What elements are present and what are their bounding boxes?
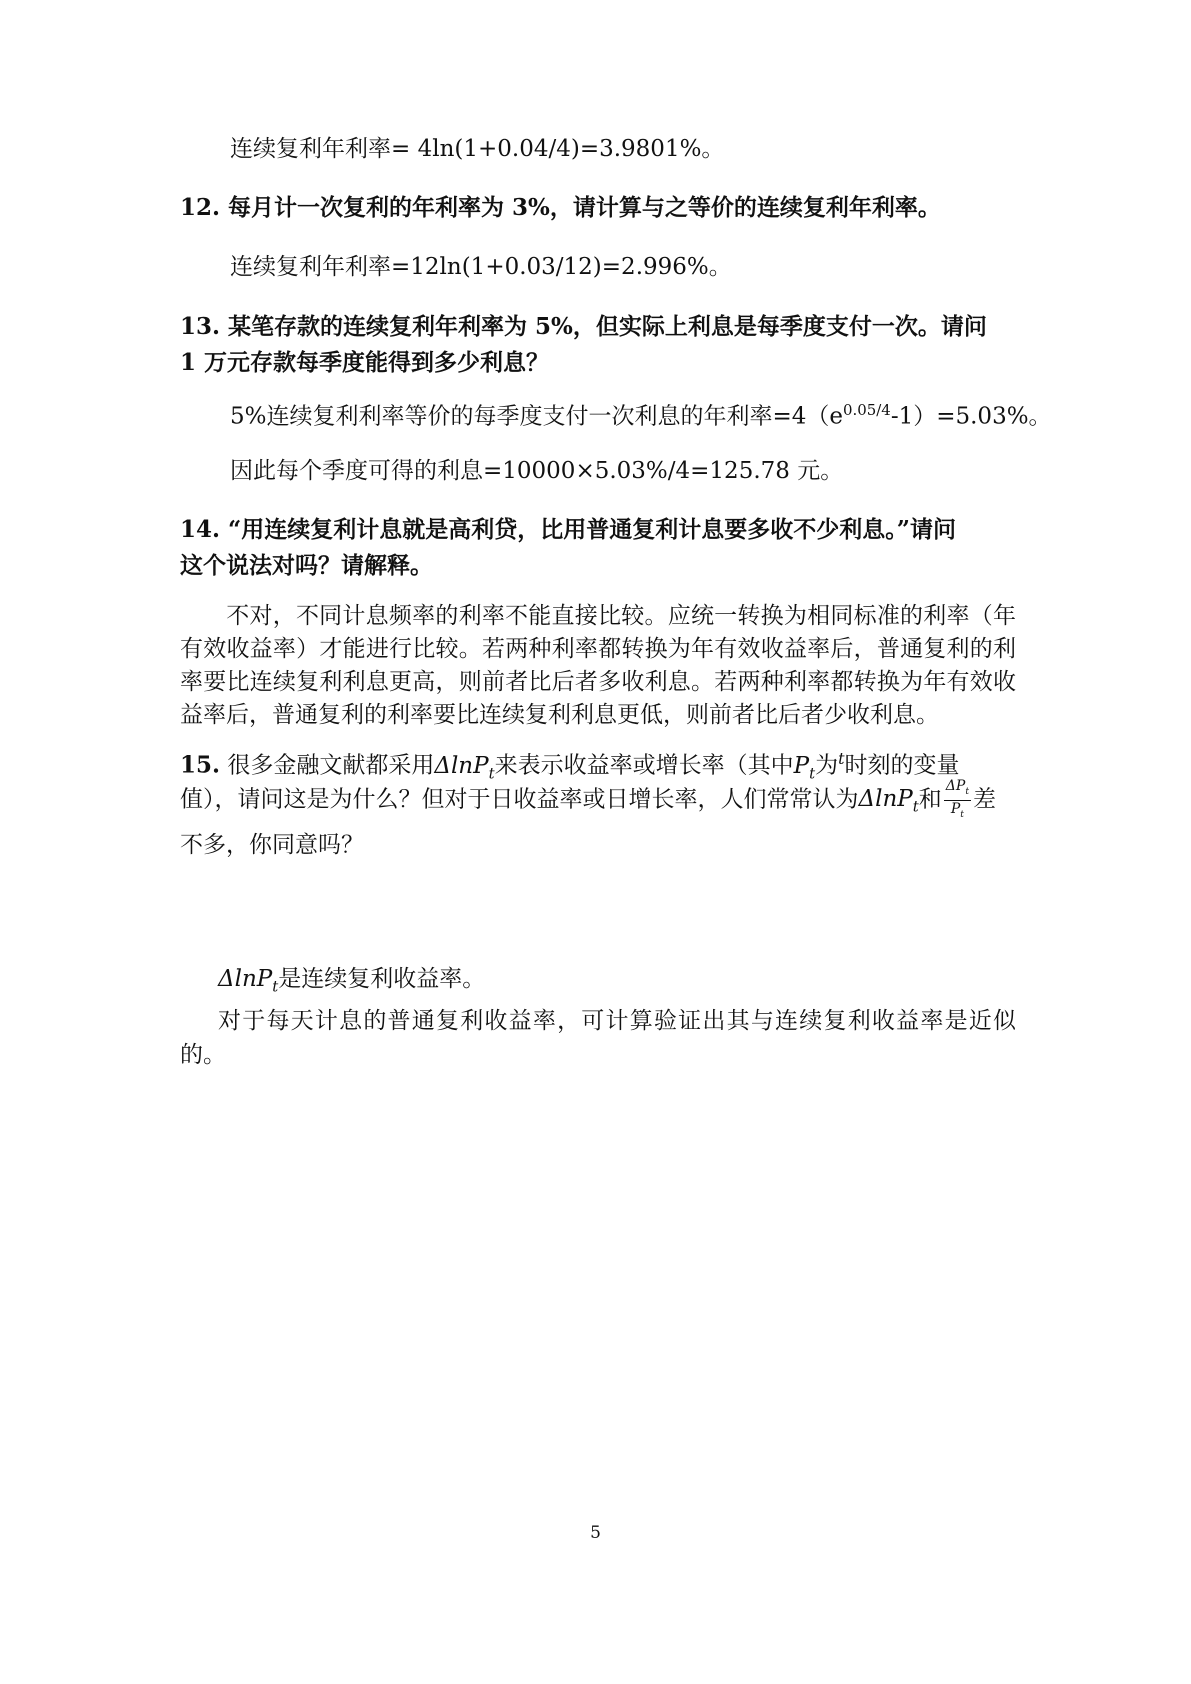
formula-delta-ln: ΔlnP xyxy=(434,752,489,779)
formula-p-t xyxy=(793,752,816,783)
formula-sub-t-3: t xyxy=(272,977,279,996)
question-13-line1: 13. 某笔存款的连续复利年利率为 5%，但实际上利息是每季度支付一次。请问 xyxy=(180,313,987,340)
fraction-den-text: P xyxy=(950,800,961,817)
formula-delta-ln-p-3 xyxy=(218,966,279,996)
q15-text-c: 为 xyxy=(815,752,839,779)
formula-fraction xyxy=(944,778,971,823)
page-number: 5 xyxy=(590,1523,601,1543)
question-15-line3: 不多，你同意吗？ xyxy=(180,832,364,858)
q15-text-g: 差 xyxy=(972,786,996,813)
formula-sub-t-2: t xyxy=(912,797,919,816)
formula-t: t xyxy=(838,749,845,768)
question-12-title: 12. 每月计一次复利的年利率为 3%，请计算与之等价的连续复利年利率。 xyxy=(180,194,941,221)
q15-text-d: 时刻的变量 xyxy=(844,752,960,779)
question-15 xyxy=(180,742,1016,864)
fraction-num-text: ΔP xyxy=(945,778,966,794)
answer-15 xyxy=(180,962,1016,1072)
fraction-denominator xyxy=(944,801,971,823)
answer-15-text1: 是连续复利收益率。 xyxy=(278,966,486,992)
formula-p-sub-t: t xyxy=(809,764,816,783)
answer-14-text: 不对，不同计息频率的利率不能直接比较。应统一转换为相同标准的利率（年有效收益率）才能进行比较。若两种利率都转换为年有效收益率后，普通复利的利率要比连续复利利息更高，则前者比后者多收利息。若两种利率都转换为年有效收益率后，普通复利的利率要比连续复利利息更低，则前者比后者少收利息。 xyxy=(180,603,1016,728)
formula-delta-ln-3: ΔlnP xyxy=(218,966,273,992)
answer-15-line1 xyxy=(180,962,1016,1004)
question-15-line1 xyxy=(180,742,1016,783)
question-14-title xyxy=(180,512,1020,584)
answer-12: 连续复利年利率=12ln(1+0.03/12)=2.996%。 xyxy=(230,254,732,280)
fraction-den-sub: t xyxy=(960,809,964,820)
answer-13-rate xyxy=(230,403,1052,429)
question-14-line2: 这个说法对吗？请解释。 xyxy=(180,552,433,579)
answer-13-interest: 因此每个季度可得的利息=10000×5.03%/4=125.78 元。 xyxy=(230,458,844,484)
question-14-line1: 14. “用连续复利计息就是高利贷，比用普通复利计息要多收不少利息。”请问 xyxy=(180,516,956,543)
formula-sub-t: t xyxy=(488,764,495,783)
answer-14 xyxy=(180,600,1016,732)
formula-delta-ln-p xyxy=(434,752,495,783)
question-15-number: 15. xyxy=(180,751,221,779)
fraction-num-sub: t xyxy=(965,786,969,797)
answer-13-rate-pre: 5%连续复利利率等价的每季度支付一次利息的年利率=4（e xyxy=(230,403,844,430)
answer-11: 连续复利年利率= 4ln(1+0.04/4)=3.9801%。 xyxy=(230,136,725,162)
answer-15-line2: 对于每天计息的普通复利收益率，可计算验证出其与连续复利收益率是近似的。 xyxy=(180,1007,1016,1068)
q15-text-a: 很多金融文献都采用 xyxy=(227,752,435,779)
q15-text-e: 值），请问这是为什么？但对于日收益率或日增长率，人们常常认为 xyxy=(180,786,859,813)
q15-text-f: 和 xyxy=(918,786,942,813)
question-13-line2: 1 万元存款每季度能得到多少利息？ xyxy=(180,349,550,376)
fraction-numerator xyxy=(944,778,971,801)
question-13-title xyxy=(180,309,1020,381)
formula-delta-ln-p-2 xyxy=(858,786,919,816)
answer-13-rate-post: -1）=5.03%。 xyxy=(890,403,1052,430)
q15-text-b: 来表示收益率或增长率（其中 xyxy=(494,752,794,779)
formula-p: P xyxy=(793,752,810,779)
question-15-line2 xyxy=(180,778,1016,820)
answer-13-exponent: 0.05/4 xyxy=(843,401,891,419)
formula-delta-ln-2: ΔlnP xyxy=(858,786,913,813)
